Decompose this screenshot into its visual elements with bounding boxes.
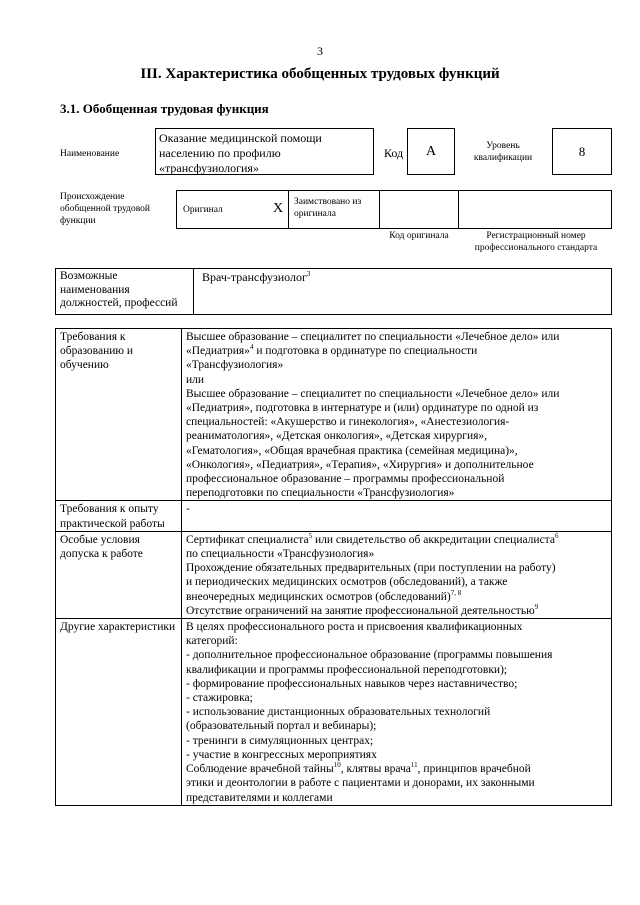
other-label: Другие характеристики [56,619,182,806]
text-line: категорий: [186,635,238,648]
other-value [182,619,612,806]
requirements-table [55,328,612,806]
registration-number-caption: Регистрационный номер профессионального стандарта [474,231,598,253]
text-line [186,344,608,358]
subsection-title: 3.1. Обобщенная трудовая функция [60,101,269,116]
name-value: Оказание медицинской помощи населению по профилю «трансфузиология» [159,131,322,175]
text-line: - использование дистанционных образовательных технологий [186,706,491,719]
text-line: В целях профессионального роста и присвоения квалификационных [186,621,523,634]
level-value: 8 [578,144,586,159]
education-label: Требования к образованию и обучению [56,329,182,501]
text-line: или [186,373,205,386]
admission-value [182,531,612,618]
text-line: «Педиатрия», подготовка в интернатуре и (или) ординатуре по одной из [186,402,539,415]
original-label: Оригинал [183,205,223,215]
text-segment: внеочередных медицинских осмотров (обследований) [186,590,451,603]
text-line [186,533,608,547]
original-box [176,190,289,229]
admission-row [56,531,612,618]
education-value [182,329,612,501]
text-segment: , принципов врачебной [417,763,531,776]
positions-value [202,270,310,285]
text-segment: Соблюдение врачебной тайны [186,763,334,776]
text-line: этики и деонтологии в работе с пациентами и донорами, их законными [186,777,535,790]
text-line: Высшее образование – специалитет по специальности «Лечебное дело» или [186,387,560,400]
name-value-box [155,128,374,175]
text-line [186,590,608,604]
experience-value: - [182,501,612,531]
text-line [186,604,608,618]
text-line: по специальности «Трансфузиология» [186,548,375,561]
page-number: 3 [317,44,323,58]
text-segment: , клятвы врача [340,763,411,776]
text-line: «Трансфузиология» [186,359,284,372]
education-row [56,329,612,501]
text-line: специальностей: «Акушерство и гинекология», «Анестезиология- [186,416,510,429]
origin-label: Происхождение обобщенной трудовой функции [60,192,150,226]
experience-row [56,501,612,531]
text-segment: «Педиатрия» [186,345,250,358]
text-line: Высшее образование – специалитет по специальности «Лечебное дело» или [186,331,560,343]
text-segment: Отсутствие ограничений на занятие профессиональной деятельностью [186,604,535,617]
footnote-ref: 9 [534,603,539,612]
code-value: A [425,144,437,159]
text-line: - тренинги в симуляционных центрах; [186,734,374,747]
text-line: - стажировка; [186,692,253,705]
text-line: переподготовки по специальности «Трансфузиология» [186,487,455,500]
positions-value-text: Врач-трансфузиолог [202,270,307,284]
text-line: профессиональное образование – программы профессиональной [186,473,505,486]
original-mark: X [273,201,284,216]
level-value-box [552,128,612,175]
other-row [56,619,612,806]
footnote-ref: 10 [333,761,341,770]
code-value-box [407,128,455,175]
borrowed-box [288,190,380,229]
name-label: Наименование [60,149,120,159]
code-label: Код [384,146,404,160]
text-line: и периодических медицинских осмотров (обследований), а также [186,576,508,589]
footnote-ref: 11 [410,761,418,770]
footnote-ref: 5 [308,532,313,541]
footnote-ref: 4 [249,343,254,352]
text-line: «Гематология», «Общая врачебная практика (семейная медицина)», [186,444,518,457]
text-line: - дополнительное профессиональное образование (программы повышения [186,649,553,662]
text-line: представителями и коллегами [186,791,333,804]
text-line: реаниматология», «Детская онкология», «Детская хирургия», [186,430,488,443]
positions-row [55,268,612,315]
text-line: «Онкология», «Педиатрия», «Терапия», «Хирургия» и дополнительное [186,458,534,471]
text-line [186,762,608,776]
text-line: Прохождение обязательных предварительных (при поступлении на работу) [186,562,556,575]
footnote-ref: 6 [554,532,559,541]
footnote-ref: 7, 8 [450,588,462,597]
text-segment: или свидетельство об аккредитации специалиста [312,533,555,546]
positions-label: Возможные наименования должностей, профессий [56,269,194,314]
text-line: - формирование профессиональных навыков через наставничество; [186,677,518,690]
text-line: квалификации и программы профессиональной переподготовки); [186,663,508,676]
original-code-box [379,190,459,229]
admission-label: Особые условия допуска к работе [56,531,182,618]
experience-label: Требования к опыту практической работы [56,501,182,531]
level-label: Уровень квалификации [473,141,533,163]
section-title: III. Характеристика обобщенных трудовых функций [140,66,500,82]
footnote-ref: 3 [306,270,311,278]
borrowed-label: Заимствовано из оригинала [294,197,362,219]
text-segment: Сертификат специалиста [186,533,309,546]
text-line: (образовательный портал и вебинары); [186,720,377,733]
code-original-caption: Код оригинала [389,231,449,241]
text-line: - участие в конгрессных мероприятиях [186,748,377,761]
text-segment: и подготовка в ординатуре по специальности [253,345,478,358]
registration-number-box [458,190,612,229]
